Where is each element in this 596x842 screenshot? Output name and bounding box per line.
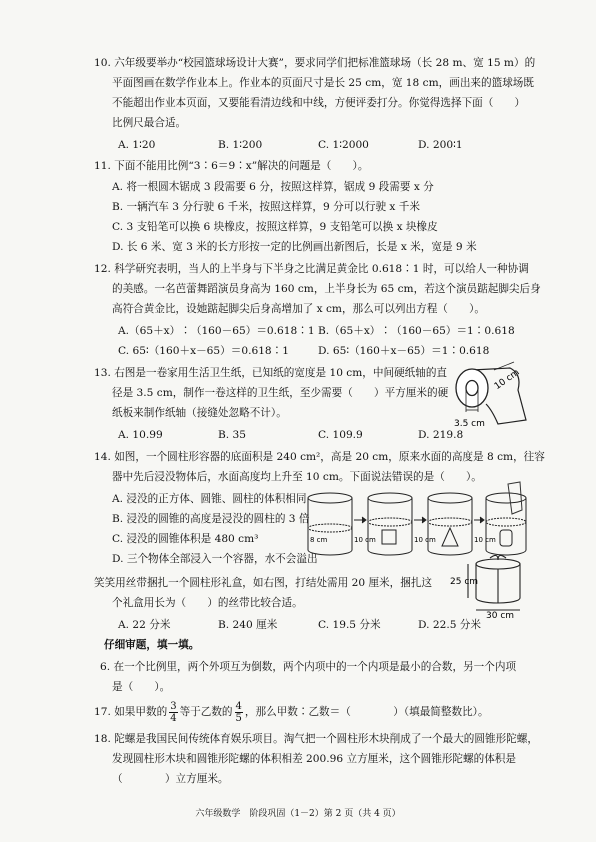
section-heading: 仔细审题，填一填。 [104,639,200,651]
q13-option-b: B. 35 [218,429,246,441]
q10-line4: 比例尺最合适。 [112,117,187,129]
q15-line2: 个礼盒用长为（ ）的丝带比较合适。 [112,597,303,609]
toilet-paper-roll-figure [452,360,532,432]
roll-width-label: 10 cm [492,367,522,392]
q14-option-a: A. 浸没的正方体、圆锥、圆柱的体积相同 [112,493,307,505]
q18-line3: （ ）立方厘米。 [112,773,229,785]
q14-option-d: D. 三个物体全部浸入一个容器，水不会溢出 [112,553,318,565]
page-footer: 六年级数学 阶段巩固（1－2）第 2 页（共 4 页） [195,809,401,819]
level-label-2: 10 cm [414,536,436,544]
q13-line2: 径是 3.5 cm，制作一卷这样的卫生纸，至少需要（ ）平方厘米的硬 [112,387,449,399]
q10-option-c: C. 1∶2000 [318,139,369,151]
q13-option-d: D. 219.8 [418,429,464,441]
q10-line3: 不能超出作业本页面，又要能看清边线和中线，方便评委打分。你觉得选择下面（ ） [112,97,526,109]
q15-line1: 笑笑用丝带捆扎一个圆柱形礼盒，如右图，打结处需用 20 厘米，捆扎这 [94,577,433,589]
q17-post: ，那么甲数∶乙数＝（ ）（填最简整数比）。 [244,706,489,718]
fraction-4-5: $\frac{4}{5}$ [235,700,242,724]
q14-option-b: B. 浸没的圆锥的高度是浸没的圆柱的 3 倍 [112,513,310,525]
q13-line3: 纸板来制作纸轴（接缝处忽略不计）。 [112,407,287,419]
box-height-label: 25 cm [450,577,479,587]
fraction-3-4: $\frac{3}{4}$ [170,700,177,724]
q11-option-b: B. 一辆汽车 3 分行驶 6 千米，按照这样算，9 分可以行驶 x 千米 [112,201,420,213]
q15-option-b: B. 240 厘米 [218,619,278,631]
level-label-0: 8 cm [310,536,328,544]
roll-diameter-label: 3.5 cm [454,419,485,429]
q10-option-a: A. 1∶20 [118,139,156,151]
q12-line2: 的美感。一名芭蕾舞蹈演员身高为 160 cm，上半身长为 65 cm，若这个演员踮起脚尖后身 [112,283,541,295]
q10-line1: 10. 六年级要举办“校园篮球场设计大赛”，要求同学们把标准篮球场（长 28 m、宽 15 m）的 [94,57,536,69]
q15-option-d: D. 22.5 分米 [418,619,481,631]
q10-option-d: D. 200∶1 [418,139,463,151]
q15-option-a: A. 22 分米 [118,619,171,631]
q17-pre: 17. 如果甲数的 [94,706,168,718]
q12-option-c: C. 65∶（160＋x－65）＝0.618∶1 [118,345,290,357]
q16-line2: 是（ ）。 [112,681,171,693]
q12-line1: 12. 科学研究表明，当人的上半身与下半身之比满足黄金比 0.618∶1 时，可以给人一种协调 [94,263,529,275]
box-diameter-label: 30 cm [486,611,515,618]
gift-box-figure [450,552,530,618]
q12-option-a: A.（65＋x）∶（160－65）＝0.618∶1 [118,325,315,337]
q11-option-d: D. 长 6 米、宽 3 米的长方形按一定的比例画出新图后，长是 x 米，宽是 9 米 [112,241,477,253]
q15-option-c: C. 19.5 分米 [318,619,381,631]
q12-option-b: B.（65＋x）∶（160－65）＝1∶0.618 [318,325,515,337]
q11-option-c: C. 3 支铅笔可以换 6 块橡皮，按照这样算，9 支铅笔可以换 x 块橡皮 [112,221,438,233]
q18-line1: 18. 陀螺是我国民间传统体育娱乐项目。淘气把一个圆柱形木块削成了一个最大的圆锥形陀螺， [94,733,538,745]
q14-line2: 器中先后浸没物体后，水面高度均上升至 10 cm。下面说法错误的是（ ）。 [112,471,482,483]
q17-stem [94,700,489,724]
q14-line1: 14. 如图，一个圆柱形容器的底面积是 240 cm²，高是 20 cm，原来水面的高度是 8 cm，往容 [94,451,545,463]
q13-option-c: C. 109.9 [318,429,363,441]
q14-option-c: C. 浸没的圆锥体积是 480 cm³ [112,533,259,545]
q17-mid: 等于乙数的 [179,706,233,718]
q10-option-b: B. 1∶200 [218,139,263,151]
level-label-1: 10 cm [354,536,376,544]
q16-line1: 6. 在一个比例里，两个外项互为倒数，两个内项中的一个内项是最小的合数，另一个内项 [100,661,517,673]
q11-option-a: A. 将一根圆木锯成 3 段需要 6 分，按照这样算，锯成 9 段需要 x 分 [112,181,434,193]
q18-line2: 发现圆柱形木块和圆锥形陀螺的体积相差 200.96 立方厘米，这个圆锥形陀螺的体积是 [112,753,516,765]
q13-option-a: A. 10.99 [118,429,163,441]
level-label-3: 10 cm [474,536,496,544]
containers-figure [302,484,530,560]
q12-line3: 高符合黄金比，设她踮起脚尖后身高增加了 x cm，那么可以列出方程（ ）。 [112,303,485,315]
q12-option-d: D. 65∶（160＋x－65）＝1∶0.618 [318,345,490,357]
q10-line2: 平面图画在数学作业本上。作业本的页面尺寸是长 25 cm，宽 18 cm，画出来的篮球场既 [112,77,534,89]
ribbon-icon [500,480,530,516]
q11-stem: 11. 下面不能用比例“3∶6＝9∶x”解决的问题是（ ）。 [94,160,369,172]
q13-line1: 13. 右图是一卷家用生活卫生纸，已知纸的宽度是 10 cm，中间硬纸轴的直 [94,367,448,379]
